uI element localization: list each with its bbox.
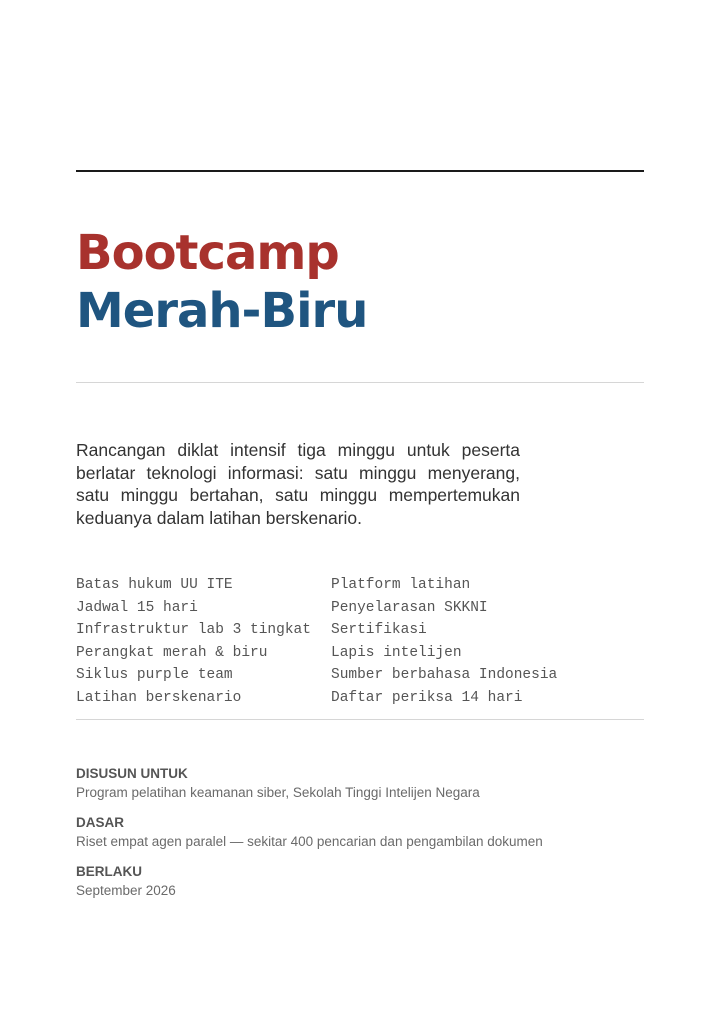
topic-item: Platform latihan	[331, 577, 471, 593]
document-title	[76, 224, 367, 340]
meta-label: DASAR	[76, 815, 125, 830]
topics-column-right	[331, 574, 557, 709]
meta-value: Program pelatihan keamanan siber, Sekolah Tinggi Intelijen Negara	[76, 785, 480, 800]
document-metadata	[76, 765, 644, 912]
meta-divider	[76, 719, 644, 720]
intro-paragraph: Rancangan diklat intensif tiga minggu untuk peserta berlatar teknologi informasi: satu minggu menyerang, satu minggu bertahan, satu minggu mempertemukan keduanya dalam latihan berskenario.	[76, 440, 520, 528]
meta-label: BERLAKU	[76, 864, 142, 879]
topic-item: Siklus purple team	[76, 667, 233, 683]
topic-item: Penyelarasan SKKNI	[331, 599, 488, 616]
topics-column-left	[76, 574, 311, 709]
topic-item: Infrastruktur lab 3 tingkat	[76, 622, 311, 638]
meta-effective	[76, 863, 644, 912]
topic-item: Jadwal 15 hari	[76, 599, 198, 616]
meta-value: Riset empat agen paralel — sekitar 400 pencarian dan pengambilan dokumen	[76, 834, 543, 849]
meta-prepared-for	[76, 765, 644, 814]
meta-label: DISUSUN UNTUK	[76, 766, 188, 781]
topic-item: Sumber berbahasa Indonesia	[331, 667, 558, 683]
topic-item: Daftar periksa 14 hari	[331, 689, 523, 706]
title-line-1: Bootcamp	[76, 225, 339, 281]
meta-value: September 2026	[76, 883, 176, 898]
title-line-2: Merah-Biru	[76, 283, 368, 339]
topic-item: Perangkat merah & biru	[76, 644, 268, 661]
topic-item: Sertifikasi	[331, 622, 427, 638]
topic-item: Batas hukum UU ITE	[76, 577, 233, 593]
meta-basis	[76, 814, 644, 863]
topic-item: Lapis intelijen	[331, 644, 462, 661]
title-divider	[76, 382, 644, 383]
top-divider	[76, 170, 644, 172]
topic-item: Latihan berskenario	[76, 689, 242, 706]
